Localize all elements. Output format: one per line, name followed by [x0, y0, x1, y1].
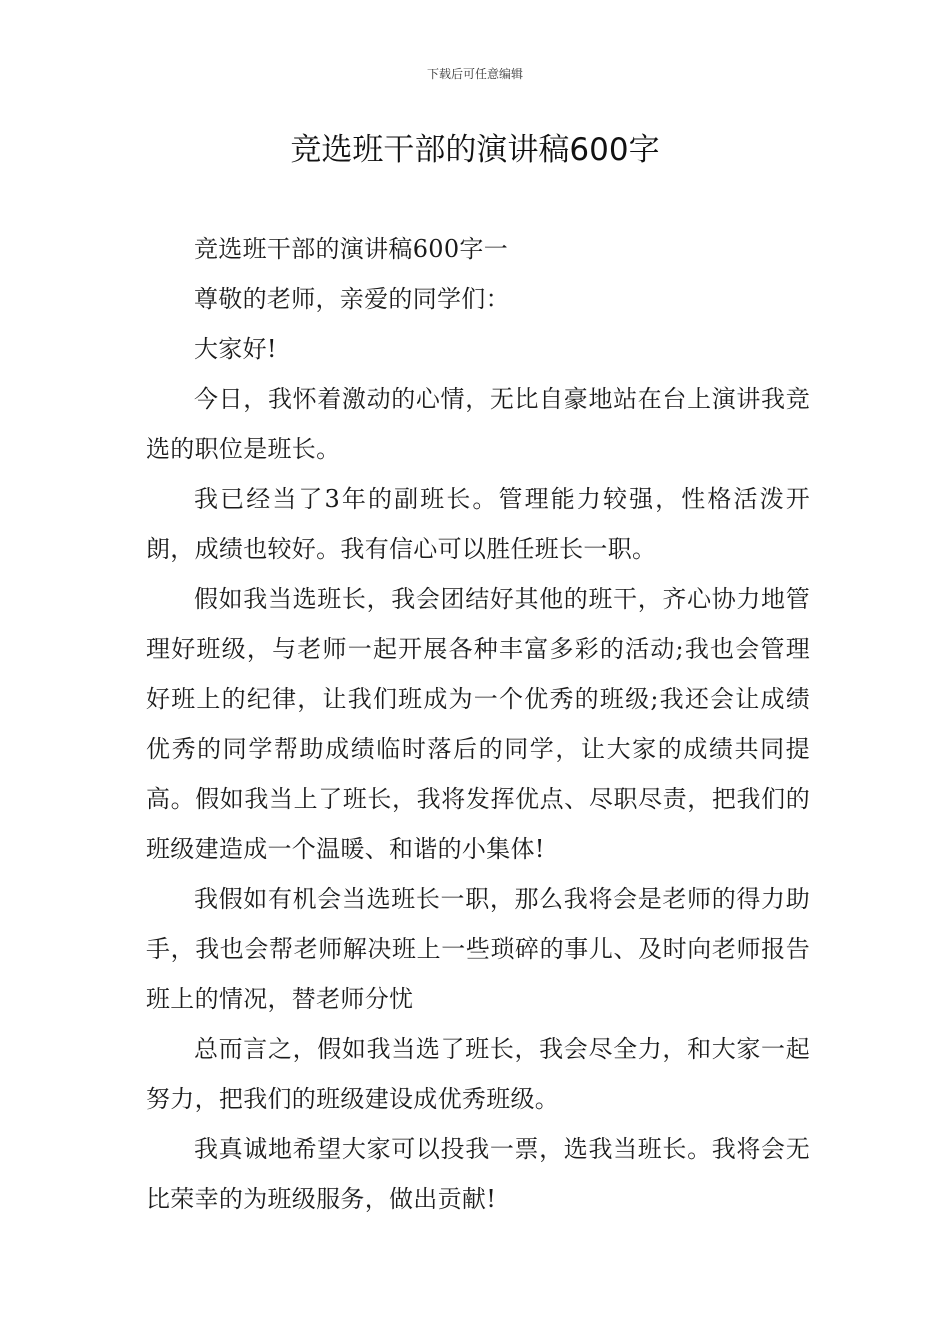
paragraph: 今日，我怀着激动的心情，无比自豪地站在台上演讲我竞选的职位是班长。	[146, 385, 810, 463]
paragraph-subtitle: 竞选班干部的演讲稿600字一	[194, 235, 509, 263]
document-title: 竞选班干部的演讲稿600字	[290, 132, 660, 168]
document-body	[146, 224, 810, 1224]
paragraph-salutation: 尊敬的老师，亲爱的同学们：	[194, 285, 510, 313]
paragraph: 假如我当选班长，我会团结好其他的班干，齐心协力地管理好班级，与老师一起开展各种丰富多彩的活动;我也会管理好班上的纪律，让我们班成为一个优秀的班级;我还会让成绩优秀的同学帮助成绩临时落后的同学，让大家的成绩共同提高。假如我当上了班长，我将发挥优点、尽职尽责，把我们的班级建造成一个温暖、和谐的小集体!	[146, 585, 810, 863]
paragraph: 我假如有机会当选班长一职，那么我将会是老师的得力助手，我也会帮老师解决班上一些琐碎的事儿、及时向老师报告班上的情况，替老师分忧	[146, 885, 810, 1013]
paragraph-greeting: 大家好!	[194, 335, 277, 363]
paragraph-closing: 我真诚地希望大家可以投我一票，选我当班长。我将会无比荣幸的为班级服务，做出贡献!	[146, 1135, 810, 1213]
paragraph: 总而言之，假如我当选了班长，我会尽全力，和大家一起努力，把我们的班级建设成优秀班级。	[146, 1035, 810, 1113]
header-note: 下载后可任意编辑	[426, 67, 523, 81]
paragraph: 我已经当了3年的副班长。管理能力较强，性格活泼开朗，成绩也较好。我有信心可以胜任班长一职。	[146, 485, 810, 563]
